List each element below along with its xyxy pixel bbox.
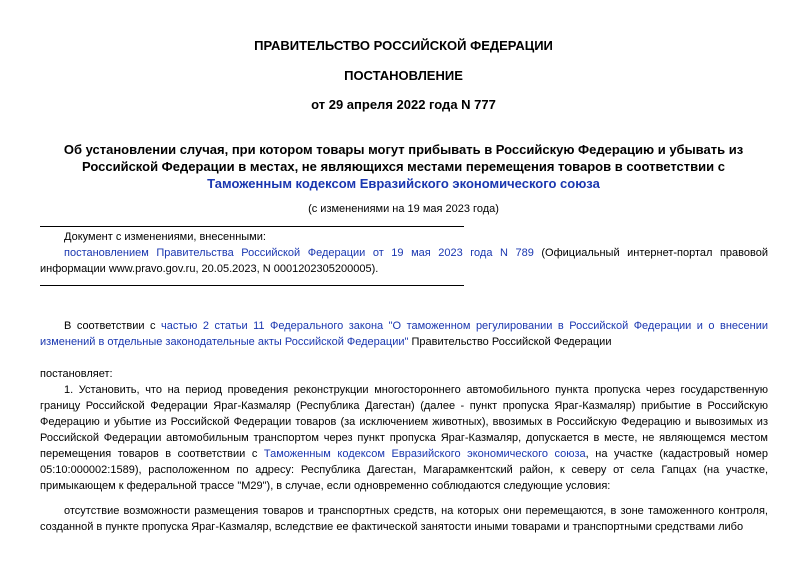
changes-details	[40, 245, 768, 277]
doc-type-heading: ПОСТАНОВЛЕНИЕ	[344, 68, 463, 83]
clause-1-paragraph	[40, 382, 768, 494]
top-divider	[40, 226, 464, 227]
amendment-source: (Официальный интернет-портал правовой информации www.pravo.gov.ru, 20.05.2023, N 0001202305200005).	[40, 247, 768, 275]
condition-paragraph: отсутствие возможности размещения товаров и транспортных средств, на которых они перемещаются, в зоне таможенного контроля, созданной в пункте пропуска Яраг-Казмаляр, вследствие ее фактической занятости иными товарами и транспортными средствами либо	[40, 505, 768, 533]
clause-1-start: 1. Установить, что на период проведения реконструкции многостороннего автомобильного пункта пропуска через государственную границу Российской Федерации Яраг-Казмаляр (Республика Дагестан) (далее - пункт пропуска Яраг-Казмаляр) прибытие в Российскую Федерацию и убытие из Российской Федерации товаров (за исключением животных), ввозимых в Российскую Федерацию и вывозимых из Российской Федерации автомобильным транспортом через пункт пропуска Яраг-Казмаляр, допускается в месте, не являющемся местом перемещения товаров в соответствии с	[40, 384, 768, 460]
title-code-link[interactable]: Таможенным кодексом Евразийского экономического союза	[207, 176, 600, 191]
preamble-paragraph	[40, 318, 768, 350]
clause-1-end: , на участке (кадастровый номер 05:10:000002:1589), расположенном по адресу: Республика Дагестан, Магарамкентский район, к северу от села Гапцах (на участке, примыкающем к федеральной трассе "М29"), в случае, если одновременно соблюдаются следующие условия:	[40, 448, 768, 492]
changes-intro: Документ с изменениями, внесенными:	[64, 231, 266, 243]
amendment-note: (с изменениями на 19 мая 2023 года)	[308, 203, 499, 215]
preamble-end: Правительство Российской Федерации	[408, 336, 612, 348]
customs-code-link[interactable]: Таможенным кодексом Евразийского экономического союза	[263, 448, 586, 460]
date-number-heading: от 29 апреля 2022 года N 777	[311, 97, 496, 112]
resolves-label: постановляет:	[40, 368, 113, 380]
federal-law-link[interactable]: частью 2 статьи 11 Федерального закона "О таможенном регулировании в Российской Федерации и о внесении изменений в отдельные законодательные акты Российской Федерации"	[40, 320, 769, 348]
org-heading: ПРАВИТЕЛЬСТВО РОССИЙСКОЙ ФЕДЕРАЦИИ	[254, 38, 553, 53]
amendment-decree-link[interactable]: постановлением Правительства Российской Федерации от 19 мая 2023 года N 789	[64, 247, 534, 259]
preamble-start: В соответствии с	[64, 320, 161, 332]
title-text: Об установлении случая, при котором товары могут прибывать в Российскую Федерацию и убывать из Российской Федерации в местах, не являющихся местами перемещения товаров в соответствии с	[63, 142, 744, 174]
bottom-divider	[40, 285, 464, 286]
document-title	[60, 141, 747, 192]
